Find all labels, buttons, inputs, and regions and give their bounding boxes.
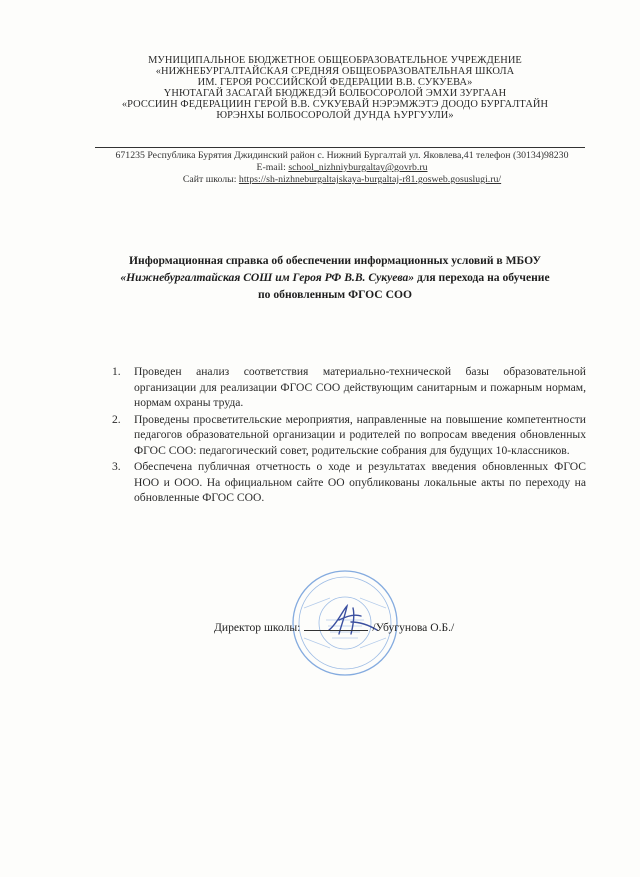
site-label: Сайт школы: [182, 174, 239, 185]
list-item-text: Проведены просветительские мероприятия, направленные на повышение компетентности педагогов образовательной организации и родителей по вопросам введения обновленных ФГОС СОО: педагогический совет, родительские собрания для будущих 10-классников. [134, 412, 586, 457]
director-name: /Убугунова О.Б./ [372, 621, 455, 634]
signature-blank [304, 620, 368, 631]
letterhead-line: «НИЖНЕБУРГАЛТАЙСКАЯ СРЕДНЯЯ ОБЩЕОБРАЗОВАТЕЛЬНАЯ ШКОЛА [155, 66, 515, 77]
list-item-text: Проведен анализ соответствия материально-технической базы образовательной организации для реализации ФГОС СОО действующим санитарным и пожарным нормам, нормам охраны труда. [134, 365, 586, 409]
letterhead-line: «РОССИИН ФЕДЕРАЦИИН ГЕРОЙ В.В. СУКУЕВАЙ НЭРЭМЖЭТЭ ДООДО БУРГАЛТАЙН [121, 99, 549, 110]
list-item-text: Обеспечена публичная отчетность о ходе и результатах введения обновленных ФГОС НОО и ООО. На официальном сайте ОО опубликованы локальные акты по переходу на обновленные ФГОС СОО. [134, 460, 586, 504]
header-divider [95, 147, 585, 148]
title-line: Информационная справка об обеспечении информационных условий в МБОУ [129, 254, 541, 267]
signature-label: Директор школы: [214, 621, 301, 634]
contact-block [92, 150, 592, 186]
letterhead-line: МУНИЦИПАЛЬНОЕ БЮДЖЕТНОЕ ОБЩЕОБРАЗОВАТЕЛЬНОЕ УЧРЕЖДЕНИЕ [148, 55, 522, 66]
document-title [100, 252, 570, 303]
site-link[interactable]: https://sh-nizhneburgaltajskaya-burgaltaj-r81.gosweb.gosuslugi.ru/ [238, 174, 502, 185]
letterhead-line: ҮНЮТАГАЙ ЗАСАГАЙ БЮДЖЕДЭЙ БОЛБОСОРОЛОЙ ЭМХИ ЗУРГААН [163, 88, 507, 99]
list-item-number: 3. [112, 460, 121, 473]
list-item [108, 459, 586, 506]
letterhead-line: ИМ. ГЕРОЯ РОССИЙСКОЙ ФЕДЕРАЦИИ В.В. СУКУЕВА» [197, 77, 473, 88]
site-line [92, 174, 592, 186]
letterhead-line: ЮРЭНХЫ БОЛБОСОРОЛОЙ ДУНДА ҺУРГУУЛИ» [216, 110, 454, 121]
signature-line [214, 620, 454, 634]
list-item-number: 1. [112, 365, 121, 378]
list-item [108, 364, 586, 411]
letterhead [90, 55, 580, 121]
email-line [92, 162, 592, 174]
title-line-rest: для перехода на обучение [414, 271, 550, 284]
email-link[interactable]: school_nizhniyburgaltay@govrb.ru [288, 162, 428, 173]
title-line [100, 269, 570, 286]
list-item [108, 412, 586, 459]
school-name: «Нижнебургалтайская СОШ им Героя РФ В.В. Сукуева» [120, 271, 415, 284]
title-line: по обновленным ФГОС СОО [257, 288, 412, 301]
measures-list [108, 364, 586, 507]
list-item-number: 2. [112, 412, 121, 426]
email-label: E-mail: [256, 162, 289, 173]
address-line: 671235 Республика Бурятия Джидинский район с. Нижний Бургалтай ул. Яковлева,41 телефон (30134)98230 [115, 150, 569, 161]
